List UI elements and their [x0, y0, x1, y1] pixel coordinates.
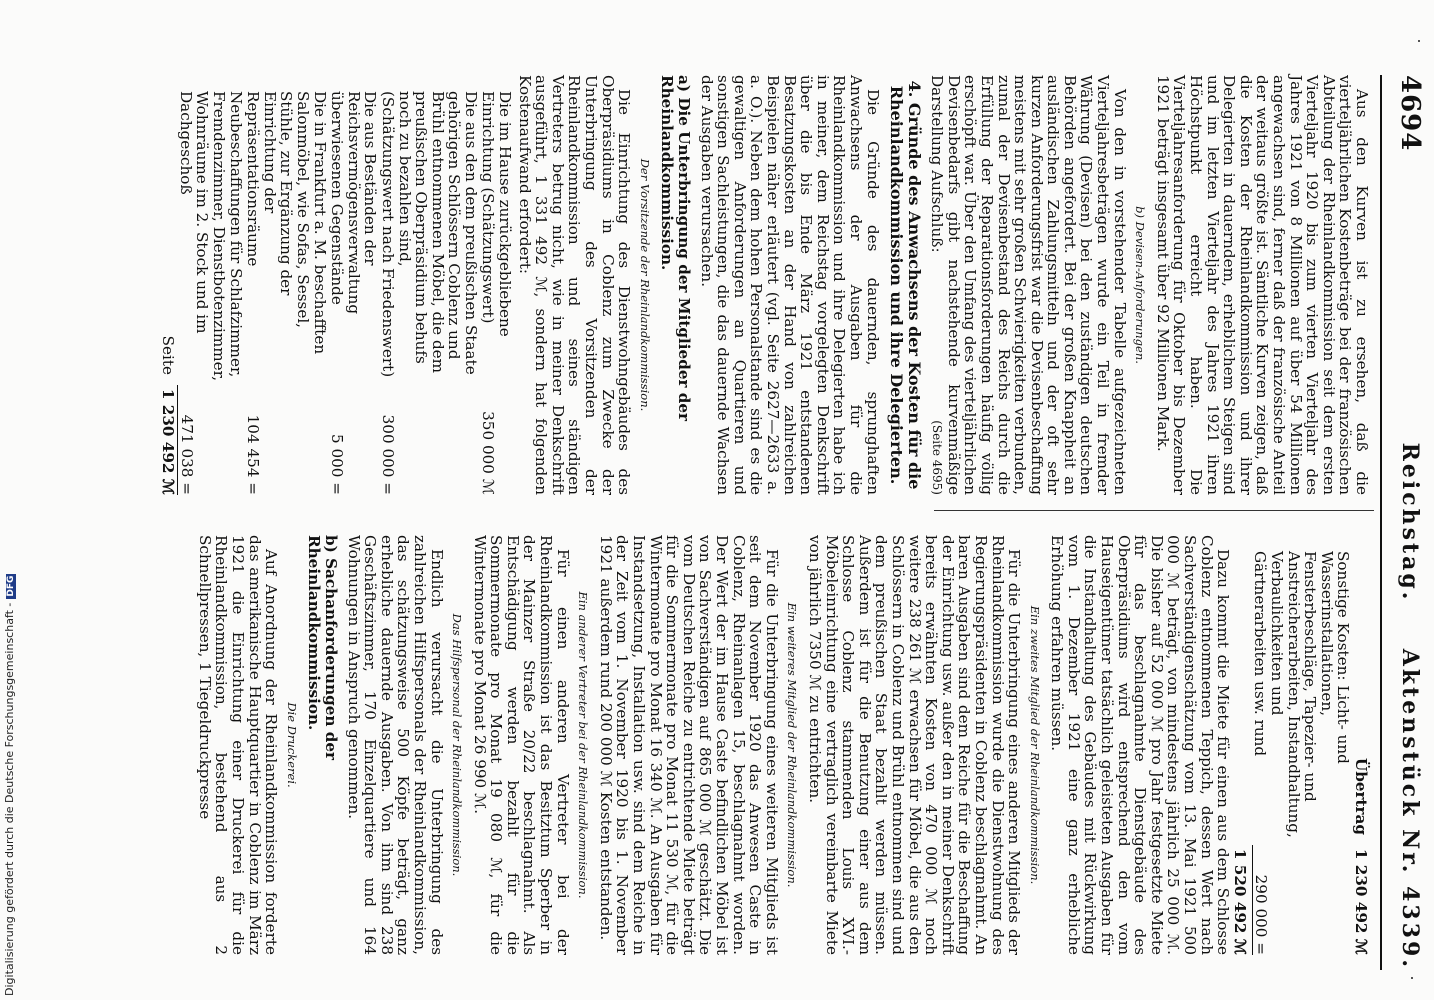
section-heading-a: a) Die Unterbringung der Mitglieder der Rheinlandkommission.	[658, 75, 694, 422]
cost-item-text: Die im Hause zurückgebliebene Einrichtung (Schätzungswert)	[479, 91, 515, 337]
anderer-vertreter-paragraph: Für einen anderen Vertreter bei der Rheinlandkommission ist das Besitztum Sperber in der Mainzer Straße 20/22 beschlagnahmt. Als Entschädigung werden bezahlt für die Sommermonate pro Monat 19 080 ℳ, für die Wintermonate pro Monat 26 990 ℳ.	[470, 535, 572, 955]
cost-item-value: 5 000 =	[328, 433, 347, 495]
sonstige-kosten-value: 290 000 =	[1252, 845, 1270, 955]
digitization-footer	[2, 6, 16, 996]
section-heading-b: b) Sachanforderungen der Rheinlandkommission.	[305, 535, 340, 761]
carry-over-row	[1352, 535, 1369, 955]
cost-item-text: Die in Frankfurt a. M. beschafften Salonmöbel, wie Sofas, Sessel, Stühle, zur Ergänzung der Einrichtung der Repräsentationsräume	[244, 91, 329, 355]
header-document-number: Aktenstück Nr. 4339.	[1397, 648, 1423, 970]
cost-item-value: 104 454 =	[244, 414, 263, 495]
cost-item	[245, 75, 328, 495]
left-column	[159, 75, 1370, 495]
cost-item-text: Die aus Beständen der Reichsvermögensverwaltung überwiesenen Gegenstände	[328, 91, 380, 315]
dfg-logo: DFG	[6, 575, 16, 597]
devisen-page-ref: (Seite 4695)	[930, 420, 945, 495]
carry-over-value: 1 230 492 ℳ	[1352, 848, 1370, 955]
subhead-zweites-mitglied: Ein zweites Mitglied der Rheinlandkommission.	[1027, 605, 1042, 885]
header-center-title: Reichstag.	[1397, 442, 1423, 603]
hilfspersonal-paragraph: Endlich verursacht die Unterbringung des zahlreichen Hilfspersonals der Rheinlandkommission, das schätzungsweise 500 Köpfe beträgt, ganz erhebliche dauernde Ausgaben. Von ihm sind 238 Geschäftszimmer, 170 Einzelquartiere und 164 Wohnungen in Anspruch genommen.	[344, 535, 446, 955]
sonstige-kosten-text: Sonstige Kosten: Licht- und Wasserinstallationen, Fensterbeschläge, Tapezier- und Anstreicherarbeiten, Instandhaltung, Verbaulichkeiten und Gärtnerarbeiten usw. rund	[1251, 551, 1353, 838]
cost-item-text: Neubeschaffungen für Schlafzimmer, Fremdenzimmer, Dienstbotenzimmer, Wohnräume im 2. Stock und im Dachgeschoß	[176, 91, 245, 382]
carry-over-label: Übertrag	[1352, 757, 1370, 835]
cost-item	[379, 75, 479, 495]
footer-text-line	[3, 574, 16, 996]
total-value: 1 520 492 ℳ	[1230, 848, 1249, 955]
sonstige-kosten-row	[1252, 535, 1352, 955]
cost-item-text: Die aus den dem preußischen Staate gehörigen Schlössern Coblenz und Brühl entnommenen Möbel, die dem preußischen Oberpräsidium behufs noch zu bezahlen sind, (Schätzungswert nach Friedenswert)	[378, 91, 480, 378]
subhead-vorsitzender: Der Vorsitzende der Rheinlandkommission.	[637, 158, 652, 412]
total-row	[1231, 535, 1250, 955]
cost-item	[329, 75, 379, 495]
subhead-weiteres-mitglied: Ein weiteres Mitglied der Rheinlandkommission.	[785, 602, 800, 888]
cost-item-value: 350 000 ℳ	[479, 411, 498, 495]
page-header	[1380, 75, 1425, 970]
cost-item	[177, 75, 243, 495]
column-divider	[934, 510, 1374, 511]
subhead-anderer-vertreter: Ein anderer Vertreter bei der Rheinlandkommission.	[576, 591, 591, 899]
cost-item-value: 300 000 =	[378, 414, 397, 495]
weiteres-mitglied-paragraph: Für die Unterbringung eines weiteren Mitglieds ist seit dem November 1920 das Anwesen Caste in Coblenz, Rheinanlagen 15, beschlagnahmt worden. Der Wert der im Hause Caste befindlichen Möbel ist von Sachverständigen auf 865 000 ℳ geschätzt. Die vom Deutschen Reiche zu entrichtende Miete beträgt für die Sommermonate pro Monat 11 530 ℳ, für die Wintermonate pro Monat 16 340 ℳ. An Ausgaben für Instandsetzung, Installation usw. sind dem Reiche in der Zeit vom 1. November 1920 bis 1. November 1921 außerdem rund 200 000 ℳ Kosten entstanden.	[596, 535, 781, 955]
cost-item-value: 471 038 =	[177, 385, 195, 495]
footer-text: Digitalisierung gefördert durch die Deutsche Forschungsgemeinschaft -	[3, 602, 16, 996]
zweites-mitglied-paragraph: Für die Unterbringung eines anderen Mitglieds der Rheinlandkommission wurde die Dienstwohnung des Regierungspräsidenten in Coblenz beschlagnahmt. An baren Ausgaben sind dem Reiche für die Beschaffung der Einrichtung usw. außer den in meiner Denkschrift bereits erwähnten Kosten von 470 000 ℳ noch weitere 238 261 ℳ erwachsen für Möbel, die aus den Schlössern in Coblenz und Brühl entnommen sind und dem preußischen Staat bezahlt werden müssen. Außerdem ist für die Benutzung einer aus dem Schlosse Coblenz stammenden Louis XVI.-Möbeleinrichtung eine vertraglich vereinbarte Miete von jährlich 7350 ℳ zu entrichten.	[806, 535, 1024, 955]
subtotal-label: Seite	[159, 335, 178, 375]
vorsitzender-paragraph: Die Einrichtung des Dienstwohngebäudes des Oberpräsidiums in Coblenz zum Zwecke der Unterbringung des Vorsitzenden der Rheinlandkommission und seines ständigen Vertreters betrug nicht, wie in meiner Denkschrift ausgeführt, 1 331 492 ℳ, sondern hat folgenden Kostenaufwand erfordert:	[515, 75, 634, 495]
section-heading-4: 4. Gründe des Anwachsens der Kosten für die Rheinlandkommission und ihre Delegierten.	[886, 80, 924, 490]
dazu-paragraph: Dazu kommt die Miete für einen aus dem Schlosse Coblenz entnommenen Teppich, dessen Wert nach Sachverständigenschätzung vom 13. Mai 1921 500 000 ℳ beträgt, von mindestens jährlich 25 000 ℳ. Die bisher auf 52 000 ℳ pro Jahr festgesetzte Miete für das beschlagnahmte Dienstgebäude des Oberpräsidiums wird entsprechend den vom Hauseigentümer tatsächlich geleisteten Ausgaben für die Instandhaltung des Gebäudes mit Rückwirkung vom 1. Dezember 1921 eine ganz erhebliche Erhöhung erfahren müssen.	[1048, 535, 1233, 955]
druckerei-paragraph: Auf Anordnung der Rheinlandkommission forderte das amerikanische Hauptquartier in Coblenz im März 1921 die Einrichtung einer Druckerei für die Rheinlandkommission, bestehend aus 2 Schnellpressen, 1 Tiegeldruckpresse	[195, 535, 281, 955]
subhead-devisen: b) Devisen-Anforderungen.	[1133, 206, 1148, 364]
subhead-druckerei: Die Druckerei.	[284, 702, 299, 788]
subtotal-value: 1 230 492 ℳ	[159, 388, 178, 495]
devisen-paragraph	[929, 75, 1128, 495]
gruende-paragraph: Die Gründe des dauernden, sprunghaften Anwachsens der Ausgaben für die Rheinlandkommission und ihre Delegierten habe ich in meiner, dem Reichstag vorgelegten Denkschrift über die bis Ende März 1921 entstandenen Besatzungskosten an der Hand von zahlreichen Beispielen näher erläutert (vgl. Seite 2627—2633 a. a. O.). Neben dem hohen Personalstande sind es die gewaltigen Anforderungen an Quartieren und sonstigen Sachleistungen, die das dauernde Wachsen der Ausgaben verursachen.	[697, 75, 882, 495]
scan-speck	[1418, 40, 1420, 42]
subtotal-row	[160, 75, 177, 495]
devisen-text: Von den in vorstehender Tabelle aufgezeichneten Vierteljahresbeträgen wurde ein Teil in fremder Währung (Devisen) bei den zuständigen deutschen Behörden angefordert. Bei der großen Knappheit an ausländischen Zahlungsmitteln und der oft sehr kurzen Anforderungsfrist war die Devisenbeschaffung meistens mit sehr großen Schwierigkeiten verbunden, zumal der Devisenbestand des Reichs durch die Erfüllung der Reparationsforderungen häufig völlig erschöpft war. Über den Umfang des vierteljährlichen Devisenbedarfs gibt nachstehende kurvenmäßige Darstellung Aufschluß:	[928, 75, 1129, 495]
scan-speck	[1411, 977, 1413, 979]
cost-item	[480, 75, 513, 495]
page-number: 4694	[1395, 75, 1425, 152]
subhead-hilfspersonal: Das Hilfspersonal der Rheinlandkommission.	[450, 613, 465, 877]
intro-paragraph: Aus den Kurven ist zu ersehen, daß die vierteljährlichen Kostenbeträge bei der französischen Abteilung der Rheinlandkommission seit dem ersten Vierteljahr 1920 bis zum vierten Vierteljahr des Jahres 1921 von 8 Millionen auf über 54 Millionen angewachsen sind, ferner daß der französische Anteil der weitaus größte ist. Sämtliche Kurven zeigen, daß die Kosten der Rheinlandkommission und ihrer Delegierten in dauerndem, erheblichem Steigen sind und im letzten Vierteljahr des Jahres 1921 ihren Höchstpunkt erreicht haben. Die Vierteljahresanforderung für Oktober bis Dezember 1921 beträgt insgesamt über 92 Millionen Mark.	[1153, 75, 1371, 495]
right-column	[193, 535, 1370, 955]
